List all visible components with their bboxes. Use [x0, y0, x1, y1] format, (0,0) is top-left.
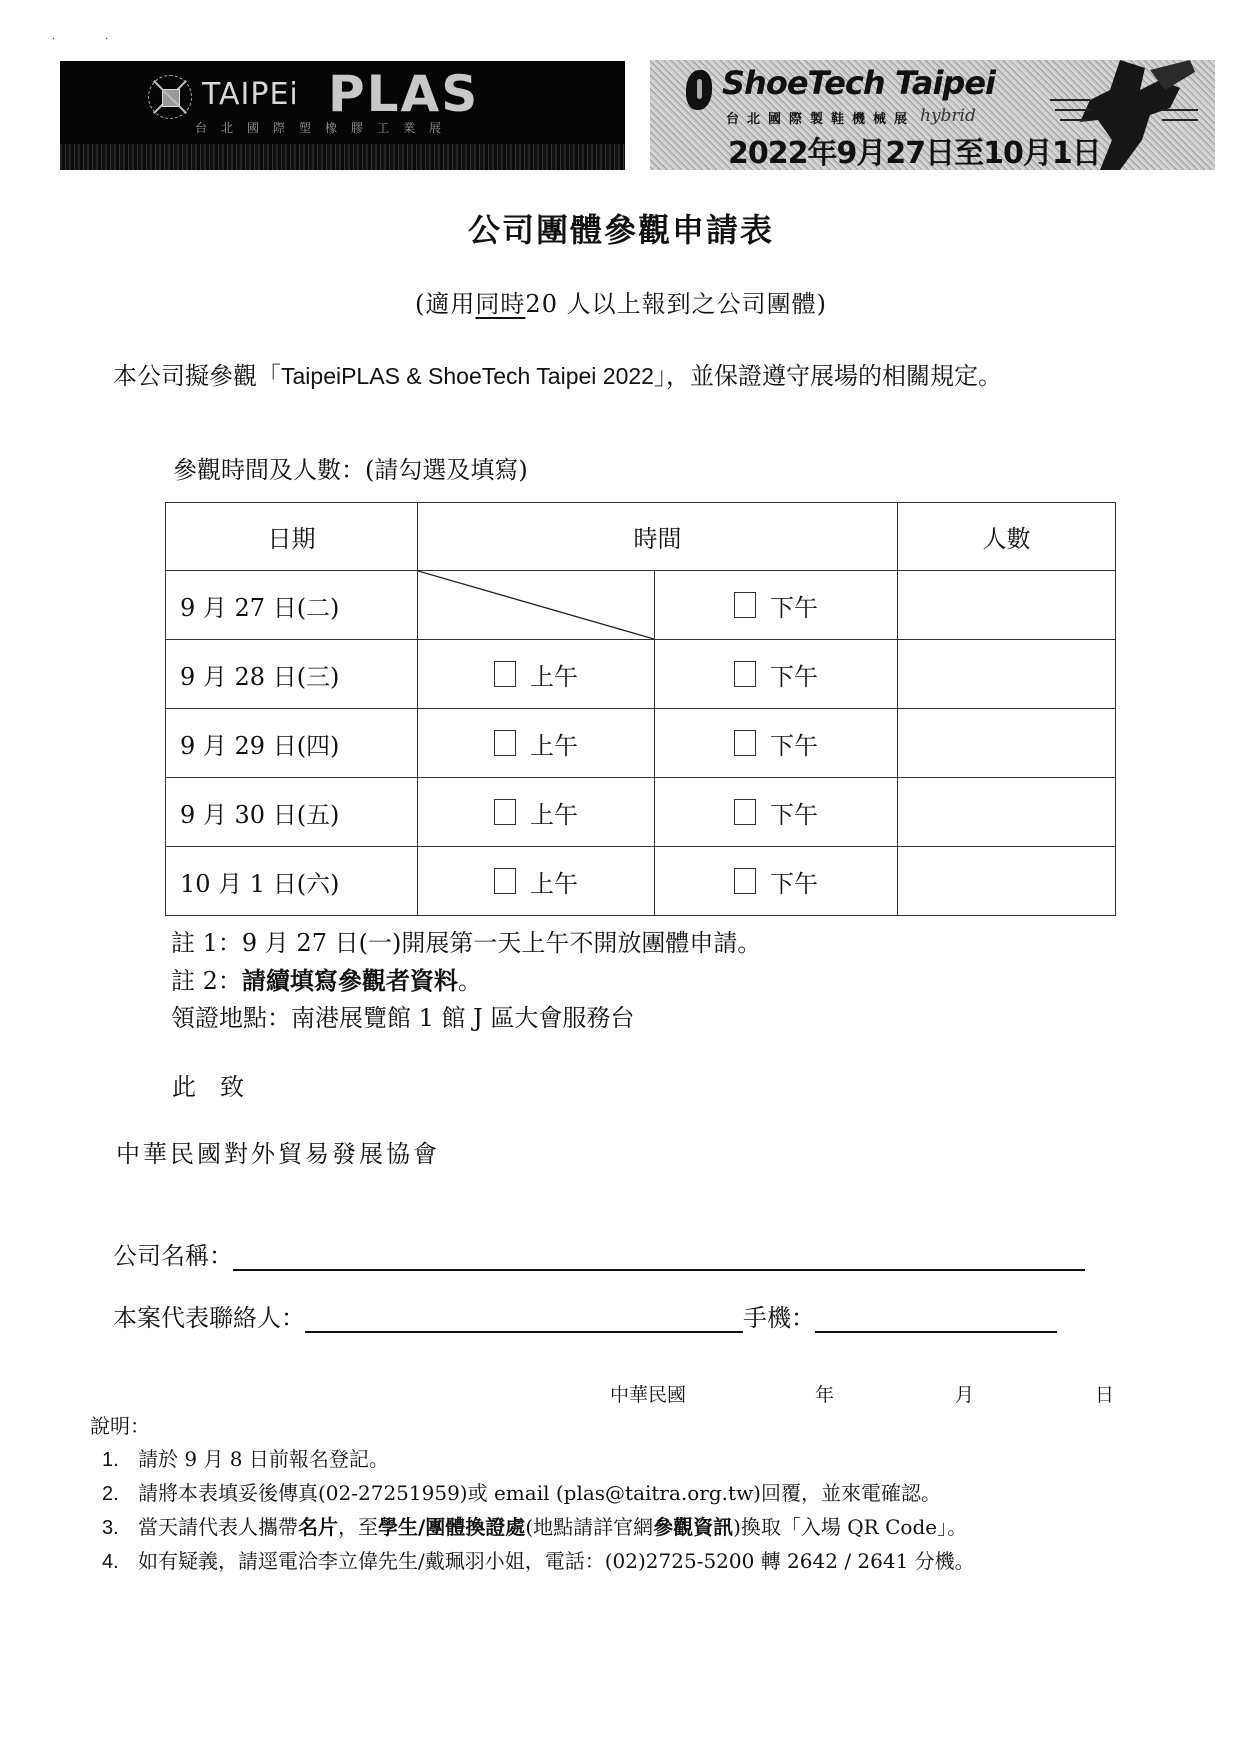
diagonal-strike — [418, 571, 654, 639]
am-slot[interactable] — [418, 778, 655, 847]
am-checkbox[interactable] — [494, 661, 516, 687]
date-era: 中華民國 — [610, 1384, 687, 1406]
note-1: 註 1：9 月 27 日(一)開展第一天上午不開放團體申請。 — [171, 929, 762, 957]
subtitle-prefix: (適用 — [415, 290, 476, 318]
pm-label: 下午 — [770, 731, 818, 760]
am-label: 上午 — [530, 869, 578, 898]
taipeiplas-banner — [60, 61, 625, 170]
shoetech-hybrid: hybrid — [920, 106, 976, 126]
count-input[interactable] — [898, 640, 1116, 709]
am-slot-unavailable — [418, 571, 655, 640]
count-input[interactable] — [898, 778, 1116, 847]
item-text-part: ，至 — [338, 1515, 378, 1539]
row-date: 10 月 1 日(六) — [166, 847, 418, 916]
date-year: 年 — [815, 1384, 835, 1406]
pm-checkbox[interactable] — [734, 661, 756, 687]
am-label: 上午 — [530, 731, 578, 760]
instructions-list — [90, 1443, 975, 1579]
item-text-bold: 參觀資訊 — [653, 1515, 734, 1539]
am-checkbox[interactable] — [494, 730, 516, 756]
instructions — [90, 1410, 975, 1579]
item-text-part: 當天請代表人攜帶 — [138, 1515, 298, 1539]
pm-label: 下午 — [770, 869, 818, 898]
pickup-location: 領證地點：南港展覽館 1 館 J 區大會服務台 — [171, 1004, 635, 1032]
table-row — [166, 640, 1116, 709]
am-label: 上午 — [530, 662, 578, 691]
instruction-item — [90, 1545, 975, 1579]
mobile-label: 手機： — [743, 1304, 815, 1332]
note-2-end: 。 — [457, 967, 482, 995]
table-row — [166, 709, 1116, 778]
shoetech-subtitle: 台北國際製鞋機械展 — [726, 112, 916, 127]
am-label: 上午 — [530, 800, 578, 829]
item-text: 如有疑義，請逕電洽李立偉先生/戴珮羽小姐，電話：(02)2725-5200 轉 2642 / 2641 分機。 — [138, 1549, 975, 1573]
taipeiplas-logo-taipei: TAIPEi — [202, 77, 299, 112]
note-2-label: 註 2： — [171, 967, 242, 995]
am-checkbox[interactable] — [494, 868, 516, 894]
am-slot[interactable] — [418, 709, 655, 778]
item-text-part: )換取「入場 QR Code」。 — [733, 1515, 968, 1539]
pm-slot[interactable] — [655, 709, 898, 778]
contact-person-label: 本案代表聯絡人： — [113, 1304, 305, 1332]
runner-figure-icon — [1050, 60, 1200, 170]
item-text-bold: 學生/團體換證處 — [378, 1515, 526, 1539]
recipient-organization: 中華民國對外貿易發展協會 — [116, 1140, 440, 1168]
subtitle-emphasis: 同時 — [475, 290, 526, 318]
pm-slot[interactable] — [655, 847, 898, 916]
pm-checkbox[interactable] — [734, 799, 756, 825]
company-name-label: 公司名稱： — [113, 1242, 233, 1270]
subtitle-suffix: 20 人以上報到之公司團體) — [525, 290, 827, 318]
item-text: 請於 9 月 8 日前報名登記。 — [138, 1447, 389, 1471]
company-name-field[interactable] — [233, 1241, 1085, 1271]
table-row — [166, 571, 1116, 640]
instruction-item — [90, 1443, 975, 1477]
contact-person-field[interactable] — [305, 1303, 743, 1333]
scan-speck: · — [105, 34, 109, 45]
intro-event-name: TaipeiPLAS & ShoeTech Taipei 2022 — [281, 363, 654, 389]
header-count: 人數 — [898, 503, 1116, 571]
instruction-item — [90, 1511, 975, 1545]
salutation: 此致 — [172, 1073, 268, 1101]
pm-slot[interactable] — [655, 640, 898, 709]
intro-paragraph — [113, 355, 1123, 397]
contact-row — [113, 1298, 1057, 1333]
shoetech-dates: 2022年9月27日至10月1日 — [728, 136, 1101, 170]
pm-slot[interactable] — [655, 778, 898, 847]
taipeiplas-logo-subtitle: 台北國際塑橡膠工業展 — [195, 121, 456, 135]
instructions-heading: 說明： — [90, 1414, 150, 1438]
taipeiplas-logo-plas: PLAS — [328, 65, 480, 123]
taipeiplas-emblem-icon — [148, 75, 192, 119]
item-number: 4. — [102, 1551, 119, 1573]
count-input[interactable] — [898, 847, 1116, 916]
date-day: 日 — [1095, 1384, 1115, 1406]
count-input[interactable] — [898, 709, 1116, 778]
am-checkbox[interactable] — [494, 799, 516, 825]
table-row — [166, 778, 1116, 847]
instruction-item — [90, 1477, 975, 1511]
form-subtitle — [0, 284, 1242, 319]
count-input[interactable] — [898, 571, 1116, 640]
notes-block — [171, 925, 761, 1037]
row-date: 9 月 30 日(五) — [166, 778, 418, 847]
note-2 — [171, 962, 761, 1000]
visit-time-instruction: 參觀時間及人數：(請勾選及填寫) — [173, 456, 528, 484]
am-slot[interactable] — [418, 640, 655, 709]
item-text-part: (地點請詳官網 — [525, 1515, 654, 1539]
row-date: 9 月 29 日(四) — [166, 709, 418, 778]
mobile-field[interactable] — [815, 1303, 1057, 1333]
pm-checkbox[interactable] — [734, 868, 756, 894]
row-date: 9 月 28 日(三) — [166, 640, 418, 709]
note-2-emphasis: 請續填寫參觀者資料 — [241, 966, 458, 995]
item-number: 2. — [102, 1483, 119, 1505]
pm-checkbox[interactable] — [734, 730, 756, 756]
table-row — [166, 847, 1116, 916]
item-number: 1. — [102, 1449, 119, 1471]
item-number: 3. — [102, 1517, 119, 1539]
row-date: 9 月 27 日(二) — [166, 571, 418, 640]
shoetech-banner — [650, 60, 1215, 170]
pm-label: 下午 — [770, 800, 818, 829]
table-header-row — [166, 503, 1116, 571]
scan-speck: · — [52, 34, 56, 45]
intro-before: 本公司擬參觀「 — [113, 362, 281, 390]
am-slot[interactable] — [418, 847, 655, 916]
pm-slot[interactable] — [655, 571, 898, 640]
banner-texture — [60, 144, 625, 170]
header-date: 日期 — [166, 503, 418, 571]
pm-label: 下午 — [770, 593, 818, 622]
date-month: 月 — [955, 1384, 975, 1406]
item-text: 請將本表填妥後傳真(02-27251959)或 email (plas@taitra.org.tw)回覆，並來電確認。 — [138, 1481, 941, 1505]
company-name-row — [113, 1236, 1085, 1271]
shoetech-title: ShoeTech Taipei — [722, 64, 995, 102]
visit-schedule-table — [165, 502, 1116, 916]
form-title: 公司團體參觀申請表 — [467, 211, 774, 249]
shoetech-logo-icon — [686, 70, 712, 110]
intro-after: 」，並保證遵守展場的相關規定。 — [653, 362, 1002, 390]
pm-label: 下午 — [770, 662, 818, 691]
pm-checkbox[interactable] — [734, 592, 756, 618]
header-time: 時間 — [418, 503, 898, 571]
item-text-bold: 名片 — [298, 1515, 338, 1539]
